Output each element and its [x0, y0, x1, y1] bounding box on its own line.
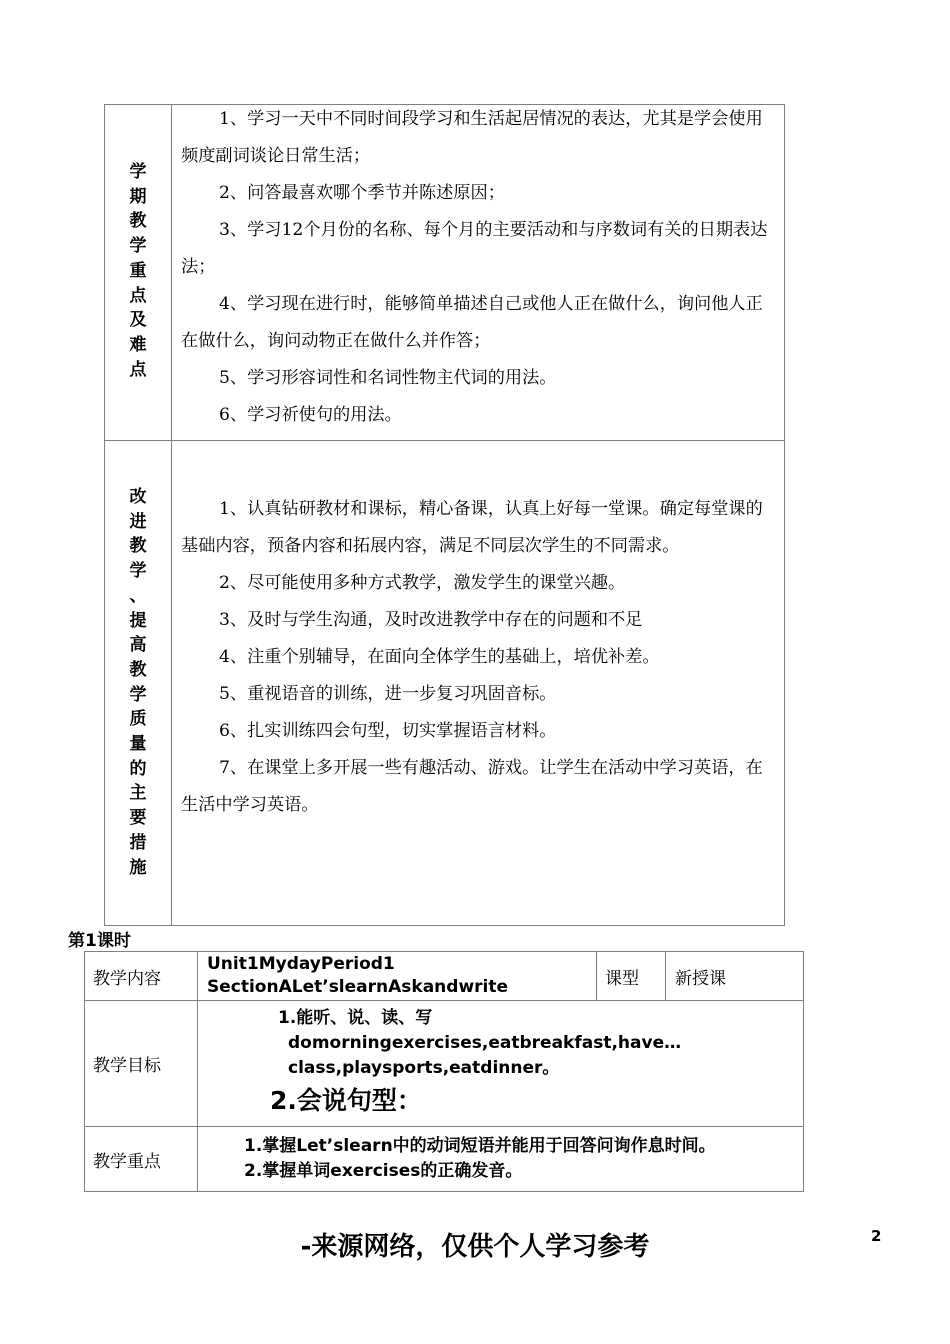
measure-paragraph: 3、及时与学生沟通，及时改进教学中存在的问题和不足	[219, 610, 643, 630]
key-points-label-char: 重	[129, 260, 147, 281]
period-title: 第1课时	[68, 931, 131, 951]
key-points-label-char: 教	[129, 211, 147, 232]
measure-paragraph: 5、重视语音的训练，进一步复习巩固音标。	[219, 684, 557, 704]
key-points-content	[181, 101, 777, 434]
key-points-label-char: 难	[129, 334, 147, 355]
source-footer: -来源网络，仅供个人学习参考	[300, 1232, 650, 1262]
goal-row	[85, 1001, 804, 1127]
key-point-paragraph: 1、学习一天中不同时间段学习和生活起居情况的表达，尤其是学会使用频度副词谈论日常生活；	[181, 109, 763, 166]
row-divider	[105, 440, 784, 441]
measures-label-char: 量	[129, 734, 147, 755]
measures-label-char: 进	[129, 511, 147, 532]
key-points-label-char: 期	[129, 186, 147, 207]
key-points-label-char: 学	[129, 236, 147, 257]
focus-line-2: 2.掌握单词exercises的正确发音。	[244, 1161, 523, 1181]
type-label: 课型	[597, 952, 666, 1001]
measures-label-char: 教	[129, 536, 147, 557]
measure-paragraph: 4、注重个别辅导，在面向全体学生的基础上，培优补差。	[219, 647, 660, 667]
measures-label-char: 教	[129, 659, 147, 680]
improvement-measures-content	[181, 491, 777, 824]
key-point-paragraph: 6、学习祈使句的用法。	[219, 405, 402, 425]
measures-label-char: 施	[129, 857, 147, 878]
focus-row	[85, 1127, 804, 1192]
measures-label-char: 提	[129, 610, 147, 631]
content-value	[198, 952, 597, 1001]
semester-plan-table	[104, 104, 785, 926]
content-row	[85, 952, 804, 1001]
measures-label-char: 学	[129, 684, 147, 705]
improvement-measures-label	[105, 485, 171, 880]
focus-line-1: 1.掌握Let’slearn中的动词短语并能用于回答问询作息时间。	[244, 1136, 716, 1156]
key-point-paragraph: 2、问答最喜欢哪个季节并陈述原因；	[219, 183, 505, 203]
measures-label-char: 的	[129, 758, 147, 779]
content-line-2: SectionALet’slearnAskandwrite	[207, 977, 509, 997]
measure-paragraph: 1、认真钻研教材和课标，精心备课，认真上好每一堂课。确定每堂课的基础内容，预备内容和拓展内容，满足不同层次学生的不同需求。	[181, 499, 763, 556]
measures-label-char: 改	[129, 487, 147, 507]
measure-paragraph: 6、扎实训练四会句型，切实掌握语言材料。	[219, 721, 557, 741]
page-number: 2	[871, 1227, 882, 1245]
content-line-1: Unit1MydayPeriod1	[207, 954, 395, 974]
focus-label: 教学重点	[85, 1127, 198, 1192]
measure-paragraph: 7、在课堂上多开展一些有趣活动、游戏。让学生在活动中学习英语，在生活中学习英语。	[181, 758, 763, 815]
content-label: 教学内容	[85, 952, 198, 1001]
key-point-paragraph: 5、学习形容词性和名词性物主代词的用法。	[219, 368, 557, 388]
focus-value	[198, 1127, 804, 1192]
key-points-label-char: 点	[129, 285, 147, 306]
key-point-paragraph: 4、学习现在进行时，能够简单描述自己或他人正在做什么，询问他人正在做什么，询问动物正在做什么并作答；	[181, 294, 763, 351]
measures-label-char: 主	[129, 783, 147, 804]
key-points-label	[105, 160, 171, 382]
measures-label-char: 、	[129, 585, 147, 606]
measures-label-char: 要	[129, 808, 147, 829]
goal-line-2: domorningexercises,eatbreakfast,have…	[288, 1033, 682, 1053]
measure-paragraph: 2、尽可能使用多种方式教学，激发学生的课堂兴趣。	[219, 573, 626, 593]
key-points-label-char: 点	[129, 359, 147, 380]
goal-label: 教学目标	[85, 1001, 198, 1127]
measures-label-char: 高	[129, 635, 147, 656]
key-points-label-char: 及	[129, 310, 147, 331]
column-divider	[171, 105, 172, 925]
goal-line-1: 1.能听、说、读、写	[278, 1008, 433, 1028]
type-value: 新授课	[666, 952, 804, 1001]
goal-line-3: class,playsports,eatdinner。	[288, 1058, 560, 1078]
measures-label-char: 学	[129, 561, 147, 582]
goal-line-4: 2.会说句型：	[270, 1086, 422, 1115]
measures-label-char: 措	[129, 832, 147, 853]
key-points-label-char: 学	[129, 162, 147, 182]
goal-value	[198, 1001, 804, 1127]
lesson-plan-table	[84, 951, 804, 1192]
key-point-paragraph: 3、学习12个月份的名称、每个月的主要活动和与序数词有关的日期表达法；	[181, 220, 768, 277]
measures-label-char: 质	[129, 709, 147, 730]
